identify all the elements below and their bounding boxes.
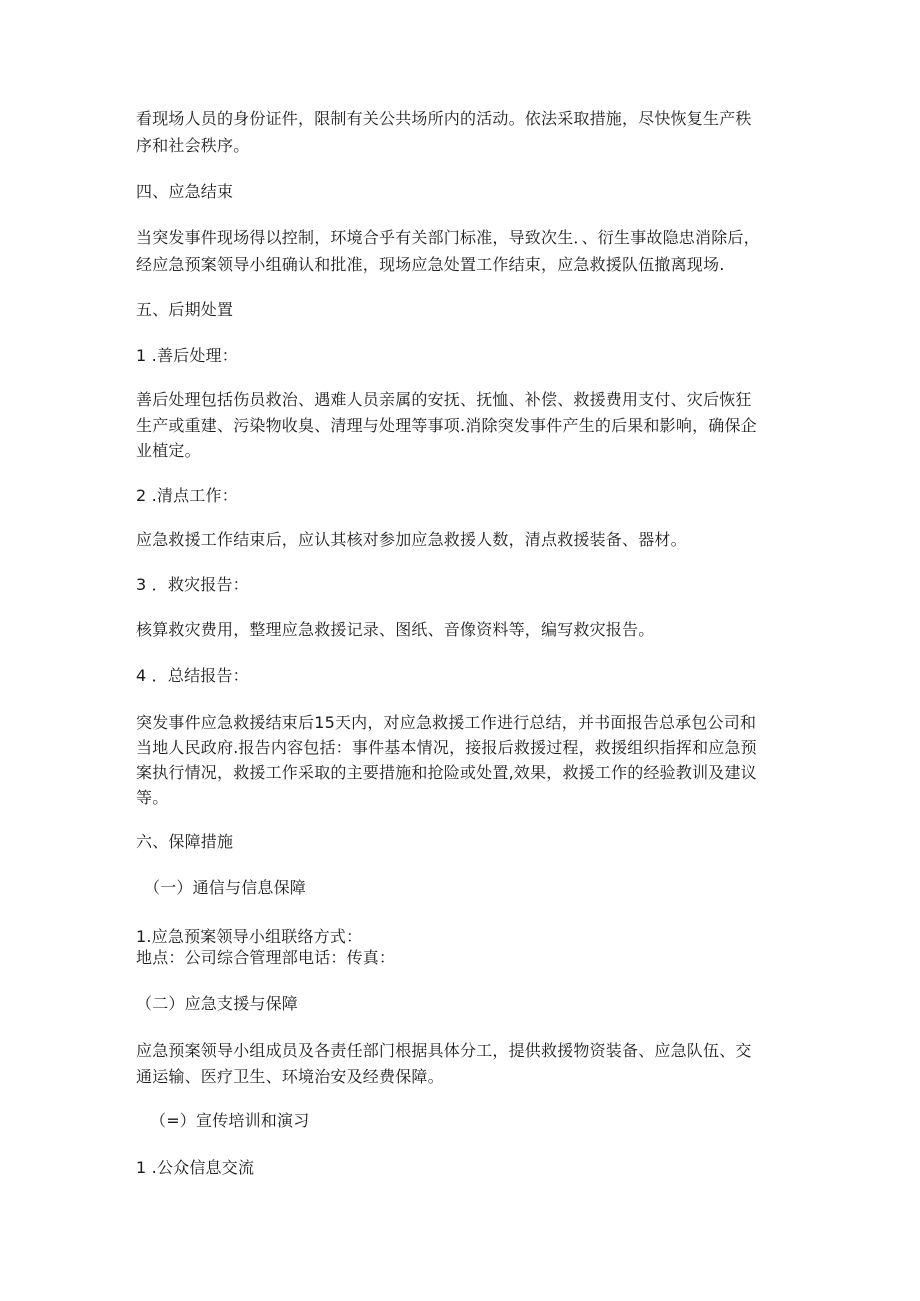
section-heading-5: 五、后期处置 <box>136 300 234 319</box>
subheading-public-info: 1 .公众信息交流 <box>136 1158 255 1177</box>
subheading-summary-report: 4 ．总结报告： <box>136 666 249 685</box>
paragraph-line: 突发事件应急救援结束后15天内，对应急救援工作进行总结，并书面报告总承包公司和 <box>136 713 757 732</box>
paragraph-line: 看现场人员的身份证件，限制有关公共场所内的活动。依法采取措施，尽快恢复生产秩 <box>136 109 752 128</box>
paragraph-line: 应急救援工作结束后，应认其核对参加应急救援人数，清点救援装备、器材。 <box>136 530 687 549</box>
paragraph-line: 1.应急预案领导小组联络方式： <box>136 927 363 946</box>
paragraph-line: 当地人民政府.报告内容包括：事件基本情况，接报后救援过程，救援组织指挥和应急预 <box>136 738 757 757</box>
paragraph-line: 善后处理包括伤员救治、遇难人员亲属的安抚、抚恤、补偿、救援费用支付、灾后恢狂 <box>136 390 752 409</box>
paragraph-line: 地点：公司综合管理部电话：传真： <box>136 948 396 967</box>
paragraph-line: 通运输、医疗卫生、环境治安及经费保障。 <box>136 1067 444 1086</box>
paragraph-line: 应急预案领导小组成员及各责任部门根据具体分工，提供救援物资装备、应急队伍、交 <box>136 1041 752 1060</box>
subheading-relief-report: 3 ．救灾报告： <box>136 575 249 594</box>
paragraph-line: 当突发事件现场得以控制，环境合乎有关部门标准，导致次生．、衍生事故隐忠消除后， <box>136 228 760 247</box>
section-heading-6: 六、保障措施 <box>136 832 234 851</box>
subheading-aftermath: 1 .善后处理： <box>136 346 238 365</box>
paragraph-line: 核算救灾费用，整理应急救援记录、图纸、音像资料等，编写救灾报告。 <box>136 620 655 639</box>
subsection-heading-3: （=）宣传培训和演习 <box>150 1111 310 1130</box>
paragraph-line: 业植定。 <box>136 441 201 460</box>
subsection-heading-2: （二）应急支援与保障 <box>136 994 299 1013</box>
subsection-heading-1: （一）通信与信息保障 <box>144 878 307 897</box>
paragraph-line: 等。 <box>136 788 169 807</box>
paragraph-line: 序和社会秩序。 <box>136 136 250 155</box>
paragraph-line: 生产或重建、污染物收臭、清理与处理等事项.消除突发事件产生的后果和影响，确保企 <box>136 416 757 435</box>
paragraph-line: 案执行情况，救援工作采取的主要措施和抢险或处置,效果，救援工作的经验教训及建议 <box>136 763 757 782</box>
subheading-inventory: 2 .清点工作： <box>136 486 238 505</box>
section-heading-4: 四、应急结束 <box>136 182 234 201</box>
paragraph-line: 经应急预案领导小组确认和批准，现场应急处置工作结束，应急救援队伍撤离现场. <box>136 255 725 274</box>
